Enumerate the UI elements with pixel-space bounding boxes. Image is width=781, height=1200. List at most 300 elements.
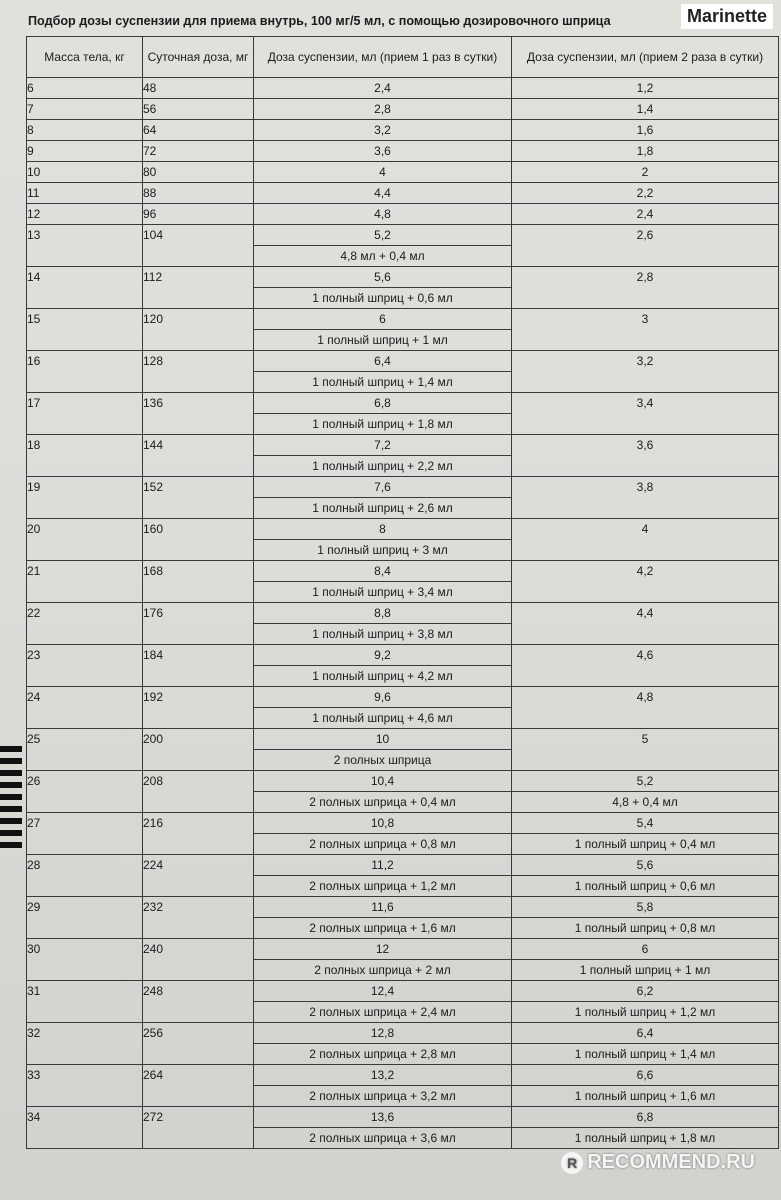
cell-dose-twice	[512, 351, 779, 393]
cell-daily-dose	[143, 309, 254, 351]
cell-mass	[27, 1107, 143, 1149]
daily-dose-value: 112	[143, 270, 163, 284]
cell-dose-twice	[512, 645, 779, 687]
daily-dose-value: 184	[143, 648, 164, 662]
cell-dose-once	[254, 183, 512, 204]
table-row	[27, 1065, 779, 1107]
cell-dose-twice	[512, 78, 779, 99]
cell-daily-dose	[143, 519, 254, 561]
cell-mass	[27, 435, 143, 477]
dose-empty-line	[512, 539, 778, 559]
dose-ml-value: 6	[641, 942, 649, 956]
daily-dose-value: 264	[143, 1068, 164, 1082]
cell-daily-dose	[143, 561, 254, 603]
dose-syringe-value: 2 полных шприца + 1,2 мл	[254, 875, 511, 896]
dose-syringe-value: 1 полный шприц + 1,2 мл	[512, 1001, 778, 1022]
table-row	[27, 393, 779, 435]
cell-daily-dose	[143, 729, 254, 771]
table-row	[27, 939, 779, 981]
daily-dose-value: 208	[143, 774, 164, 788]
daily-dose-value: 256	[143, 1026, 164, 1040]
cell-daily-dose	[143, 162, 254, 183]
daily-dose-value: 128	[143, 354, 164, 368]
cell-mass	[27, 855, 143, 897]
cell-dose-once	[254, 351, 512, 393]
cell-daily-dose	[143, 267, 254, 309]
table-row	[27, 519, 779, 561]
cell-dose-once	[254, 435, 512, 477]
table-row	[27, 78, 779, 99]
header-dose-twice: Доза суспензии, мл (прием 2 раза в сутки)	[512, 37, 779, 78]
dose-ml-value: 4,4	[636, 606, 654, 620]
dose-ml-value: 1,4	[636, 102, 654, 116]
dose-ml-value: 13,2	[370, 1068, 395, 1082]
dose-ml-value: 3,8	[636, 480, 654, 494]
cell-daily-dose	[143, 141, 254, 162]
cell-mass	[27, 120, 143, 141]
mass-value: 15	[27, 312, 41, 326]
dose-ml-value: 5,6	[374, 270, 391, 284]
cell-dose-once	[254, 771, 512, 813]
cell-dose-twice	[512, 1065, 779, 1107]
mass-value: 22	[27, 606, 41, 620]
dose-empty-line	[512, 413, 778, 433]
cell-daily-dose	[143, 435, 254, 477]
mass-value: 25	[27, 732, 41, 746]
header-dose-once: Доза суспензии, мл (прием 1 раз в сутки)	[254, 37, 512, 78]
dose-syringe-value: 4,8 + 0,4 мл	[512, 791, 778, 812]
dose-ml-value: 11,6	[371, 900, 394, 914]
dose-ml-value: 2,4	[636, 207, 654, 221]
dose-ml-value: 6,2	[636, 984, 654, 998]
mass-value: 33	[27, 1068, 41, 1082]
cell-dose-once	[254, 813, 512, 855]
dose-empty-line	[512, 749, 778, 769]
daily-dose-value: 168	[143, 564, 164, 578]
cell-mass	[27, 1065, 143, 1107]
dose-ml-value: 3,6	[636, 438, 654, 452]
dose-ml-value: 4,2	[636, 564, 654, 578]
daily-dose-value: 248	[143, 984, 164, 998]
cell-daily-dose	[143, 477, 254, 519]
cell-dose-twice	[512, 981, 779, 1023]
watermark-text: RECOMMEND.RU	[587, 1151, 755, 1173]
table-row	[27, 435, 779, 477]
cell-dose-twice	[512, 393, 779, 435]
dose-ml-value: 6	[379, 312, 386, 326]
table-row	[27, 771, 779, 813]
mass-value: 20	[27, 522, 41, 536]
cell-dose-twice	[512, 561, 779, 603]
cell-dose-once	[254, 393, 512, 435]
cell-daily-dose	[143, 351, 254, 393]
dose-ml-value: 6,4	[374, 354, 391, 368]
dose-syringe-value: 1 полный шприц + 0,6 мл	[254, 287, 511, 308]
cell-mass	[27, 183, 143, 204]
cell-dose-twice	[512, 309, 779, 351]
dose-syringe-value: 1 полный шприц + 3,4 мл	[254, 581, 511, 602]
cell-mass	[27, 771, 143, 813]
dose-syringe-value: 1 полный шприц + 1 мл	[512, 959, 778, 980]
cell-mass	[27, 561, 143, 603]
watermark	[561, 1151, 755, 1174]
dose-syringe-value: 2 полных шприца + 0,8 мл	[254, 833, 511, 854]
cell-mass	[27, 162, 143, 183]
cell-mass	[27, 309, 143, 351]
dose-syringe-value: 1 полный шприц + 2,2 мл	[254, 455, 511, 476]
dose-empty-line	[512, 287, 778, 307]
cell-dose-once	[254, 267, 512, 309]
table-row	[27, 1023, 779, 1065]
dose-ml-value: 6,6	[636, 1068, 654, 1082]
edge-marks	[0, 746, 22, 854]
cell-daily-dose	[143, 645, 254, 687]
cell-daily-dose	[143, 1107, 254, 1149]
cell-daily-dose	[143, 687, 254, 729]
cell-dose-twice	[512, 771, 779, 813]
mass-value: 23	[27, 648, 41, 662]
dose-ml-value: 13,6	[370, 1110, 395, 1124]
dose-syringe-value: 2 полных шприца + 3,6 мл	[254, 1127, 511, 1148]
dose-syringe-value: 2 полных шприца + 2,8 мл	[254, 1043, 511, 1064]
mass-value: 34	[27, 1110, 41, 1124]
cell-dose-once	[254, 519, 512, 561]
cell-daily-dose	[143, 183, 254, 204]
daily-dose-value: 200	[143, 732, 164, 746]
dose-syringe-value: 1 полный шприц + 0,4 мл	[512, 833, 778, 854]
cell-mass	[27, 981, 143, 1023]
mass-value: 16	[27, 354, 41, 368]
dose-empty-line	[512, 455, 778, 475]
dose-ml-value: 10,4	[370, 774, 395, 788]
dose-ml-value: 1,2	[636, 81, 654, 95]
dose-syringe-value: 2 полных шприца + 2 мл	[254, 959, 511, 980]
cell-dose-once	[254, 855, 512, 897]
daily-dose-value: 152	[143, 480, 164, 494]
table-row	[27, 204, 779, 225]
cell-dose-once	[254, 897, 512, 939]
dose-ml-value: 8,4	[374, 564, 391, 578]
dose-ml-value: 2,6	[636, 228, 654, 242]
watermark-logo-icon: R	[561, 1152, 583, 1174]
mass-value: 27	[27, 816, 41, 830]
daily-dose-value: 80	[143, 165, 157, 179]
daily-dose-value: 224	[143, 858, 164, 872]
cell-dose-once	[254, 561, 512, 603]
dose-ml-value: 7,6	[374, 480, 391, 494]
table-row	[27, 120, 779, 141]
dose-syringe-value: 1 полный шприц + 2,6 мл	[254, 497, 511, 518]
cell-dose-once	[254, 78, 512, 99]
dose-ml-value: 4,4	[374, 186, 391, 200]
mass-value: 6	[27, 81, 34, 95]
cell-daily-dose	[143, 204, 254, 225]
cell-dose-once	[254, 309, 512, 351]
table-row	[27, 1107, 779, 1149]
daily-dose-value: 136	[143, 396, 164, 410]
cell-dose-once	[254, 645, 512, 687]
dose-empty-line	[512, 665, 778, 685]
cell-dose-twice	[512, 813, 779, 855]
cell-mass	[27, 477, 143, 519]
daily-dose-value: 96	[143, 207, 157, 221]
mass-value: 30	[27, 942, 41, 956]
mass-value: 21	[27, 564, 41, 578]
cell-dose-twice	[512, 183, 779, 204]
cell-dose-once	[254, 1065, 512, 1107]
dose-ml-value: 4	[641, 522, 649, 536]
dose-table-wrapper	[26, 36, 779, 1149]
cell-dose-once	[254, 141, 512, 162]
cell-daily-dose	[143, 120, 254, 141]
document-title: Подбор дозы суспензии для приема внутрь, 100 мг/5 мл, с помощью дозировочного шприца	[28, 14, 611, 28]
cell-dose-once	[254, 687, 512, 729]
cell-dose-twice	[512, 162, 779, 183]
cell-dose-twice	[512, 729, 779, 771]
table-row	[27, 603, 779, 645]
dose-ml-value: 8	[379, 522, 386, 536]
dose-ml-value: 9,6	[374, 690, 391, 704]
dose-ml-value: 1,6	[636, 123, 654, 137]
dose-syringe-value: 1 полный шприц + 1,8 мл	[254, 413, 511, 434]
cell-dose-twice	[512, 939, 779, 981]
cell-mass	[27, 603, 143, 645]
mass-value: 10	[27, 165, 41, 179]
dose-table-body	[27, 78, 779, 1149]
cell-dose-once	[254, 729, 512, 771]
cell-daily-dose	[143, 1065, 254, 1107]
dose-ml-value: 12,8	[370, 1026, 395, 1040]
cell-daily-dose	[143, 603, 254, 645]
dose-syringe-value: 1 полный шприц + 4,6 мл	[254, 707, 511, 728]
cell-dose-twice	[512, 141, 779, 162]
cell-dose-once	[254, 162, 512, 183]
dose-syringe-value: 1 полный шприц + 1,8 мл	[512, 1127, 778, 1148]
mass-value: 17	[27, 396, 41, 410]
cell-dose-twice	[512, 1107, 779, 1149]
dose-syringe-value: 1 полный шприц + 1,4 мл	[254, 371, 511, 392]
dose-syringe-value: 2 полных шприца + 0,4 мл	[254, 791, 511, 812]
cell-daily-dose	[143, 99, 254, 120]
dose-ml-value: 3,6	[374, 144, 391, 158]
dose-ml-value: 5,2	[374, 228, 391, 242]
cell-daily-dose	[143, 813, 254, 855]
dose-ml-value: 9,2	[374, 648, 391, 662]
dose-empty-line	[512, 329, 778, 349]
mass-value: 11	[27, 186, 40, 200]
dose-empty-line	[512, 245, 778, 265]
cell-mass	[27, 813, 143, 855]
dose-syringe-value: 2 полных шприца + 3,2 мл	[254, 1085, 511, 1106]
dose-ml-value: 3,2	[374, 123, 391, 137]
cell-daily-dose	[143, 939, 254, 981]
dose-empty-line	[512, 371, 778, 391]
mass-value: 32	[27, 1026, 41, 1040]
cell-dose-once	[254, 120, 512, 141]
cell-dose-twice	[512, 855, 779, 897]
table-row	[27, 561, 779, 603]
header-mass: Масса тела, кг	[27, 37, 143, 78]
daily-dose-value: 192	[143, 690, 164, 704]
dose-table	[26, 36, 779, 1149]
table-row	[27, 267, 779, 309]
cell-dose-once	[254, 1023, 512, 1065]
cell-dose-once	[254, 477, 512, 519]
daily-dose-value: 56	[143, 102, 157, 116]
daily-dose-value: 72	[143, 144, 157, 158]
cell-mass	[27, 687, 143, 729]
dose-syringe-value: 1 полный шприц + 3,8 мл	[254, 623, 511, 644]
cell-mass	[27, 939, 143, 981]
dose-ml-value: 5,2	[636, 774, 654, 788]
cell-dose-twice	[512, 120, 779, 141]
cell-mass	[27, 225, 143, 267]
cell-daily-dose	[143, 393, 254, 435]
dose-ml-value: 2	[641, 165, 649, 179]
dose-empty-line	[512, 581, 778, 601]
cell-mass	[27, 897, 143, 939]
mass-value: 18	[27, 438, 41, 452]
mass-value: 13	[27, 228, 41, 242]
cell-dose-once	[254, 1107, 512, 1149]
daily-dose-value: 272	[143, 1110, 164, 1124]
mass-value: 28	[27, 858, 41, 872]
table-row	[27, 687, 779, 729]
dose-ml-value: 6,8	[636, 1110, 654, 1124]
cell-dose-once	[254, 99, 512, 120]
cell-mass	[27, 99, 143, 120]
cell-dose-twice	[512, 477, 779, 519]
dose-syringe-value: 2 полных шприца	[254, 749, 511, 770]
table-row	[27, 99, 779, 120]
daily-dose-value: 104	[143, 228, 164, 242]
cell-dose-once	[254, 603, 512, 645]
header-daily-dose: Суточная доза, мг	[143, 37, 254, 78]
dose-syringe-value: 2 полных шприца + 1,6 мл	[254, 917, 511, 938]
cell-dose-twice	[512, 267, 779, 309]
table-row	[27, 729, 779, 771]
table-row	[27, 351, 779, 393]
table-row	[27, 141, 779, 162]
daily-dose-value: 240	[143, 942, 164, 956]
dose-ml-value: 2,2	[636, 186, 654, 200]
dose-ml-value: 6,4	[636, 1026, 654, 1040]
dose-empty-line	[512, 623, 778, 643]
mass-value: 14	[27, 270, 41, 284]
cell-daily-dose	[143, 897, 254, 939]
mass-value: 26	[27, 774, 41, 788]
dose-ml-value: 11,2	[371, 858, 394, 872]
table-row	[27, 813, 779, 855]
dose-ml-value: 1,8	[636, 144, 654, 158]
dose-ml-value: 3,2	[636, 354, 654, 368]
mass-value: 31	[27, 984, 41, 998]
daily-dose-value: 144	[143, 438, 164, 452]
dose-syringe-value: 1 полный шприц + 3 мл	[254, 539, 511, 560]
daily-dose-value: 160	[143, 522, 164, 536]
table-row	[27, 645, 779, 687]
cell-dose-twice	[512, 225, 779, 267]
cell-dose-twice	[512, 687, 779, 729]
dose-ml-value: 7,2	[374, 438, 391, 452]
table-row	[27, 309, 779, 351]
dose-ml-value: 4	[379, 165, 386, 179]
dose-ml-value: 10	[375, 732, 390, 746]
cell-dose-twice	[512, 1023, 779, 1065]
cell-daily-dose	[143, 855, 254, 897]
dose-syringe-value: 2 полных шприца + 2,4 мл	[254, 1001, 511, 1022]
cell-mass	[27, 729, 143, 771]
dose-ml-value: 4,8	[374, 207, 391, 221]
daily-dose-value: 176	[143, 606, 164, 620]
table-header-row	[27, 37, 779, 78]
cell-mass	[27, 1023, 143, 1065]
cell-dose-twice	[512, 603, 779, 645]
cell-dose-once	[254, 225, 512, 267]
daily-dose-value: 232	[143, 900, 164, 914]
cell-mass	[27, 267, 143, 309]
mass-value: 19	[27, 480, 41, 494]
dose-syringe-value: 1 полный шприц + 1,6 мл	[512, 1085, 778, 1106]
daily-dose-value: 48	[143, 81, 157, 95]
cell-mass	[27, 141, 143, 162]
dose-ml-value: 4,6	[636, 648, 654, 662]
dose-syringe-value: 1 полный шприц + 4,2 мл	[254, 665, 511, 686]
table-row	[27, 855, 779, 897]
dose-syringe-value: 1 полный шприц + 1,4 мл	[512, 1043, 778, 1064]
dose-syringe-value: 1 полный шприц + 0,8 мл	[512, 917, 778, 938]
daily-dose-value: 88	[143, 186, 157, 200]
mass-value: 7	[27, 102, 34, 116]
daily-dose-value: 120	[143, 312, 164, 326]
dose-ml-value: 2,4	[374, 81, 391, 95]
cell-daily-dose	[143, 1023, 254, 1065]
cell-dose-twice	[512, 99, 779, 120]
dose-syringe-value: 4,8 мл + 0,4 мл	[254, 245, 511, 266]
cell-mass	[27, 78, 143, 99]
dose-ml-value: 10,8	[370, 816, 395, 830]
table-row	[27, 183, 779, 204]
dose-empty-line	[512, 707, 778, 727]
cell-mass	[27, 393, 143, 435]
mass-value: 29	[27, 900, 41, 914]
cell-dose-once	[254, 981, 512, 1023]
daily-dose-value: 64	[143, 123, 157, 137]
table-row	[27, 225, 779, 267]
dose-ml-value: 5,6	[636, 858, 654, 872]
mass-value: 12	[27, 207, 41, 221]
cell-daily-dose	[143, 771, 254, 813]
cell-daily-dose	[143, 225, 254, 267]
dose-ml-value: 12	[375, 942, 390, 956]
dose-ml-value: 4,8	[636, 690, 654, 704]
cell-dose-once	[254, 939, 512, 981]
cell-dose-twice	[512, 204, 779, 225]
cell-daily-dose	[143, 981, 254, 1023]
dose-ml-value: 3	[641, 312, 649, 326]
daily-dose-value: 216	[143, 816, 164, 830]
cell-mass	[27, 351, 143, 393]
cell-dose-twice	[512, 519, 779, 561]
cell-dose-once	[254, 204, 512, 225]
table-row	[27, 981, 779, 1023]
brand-logo: Marinette	[681, 4, 773, 29]
dose-ml-value: 12,4	[370, 984, 395, 998]
dose-ml-value: 5,8	[636, 900, 654, 914]
cell-dose-twice	[512, 435, 779, 477]
cell-daily-dose	[143, 78, 254, 99]
dose-syringe-value: 1 полный шприц + 1 мл	[254, 329, 511, 350]
